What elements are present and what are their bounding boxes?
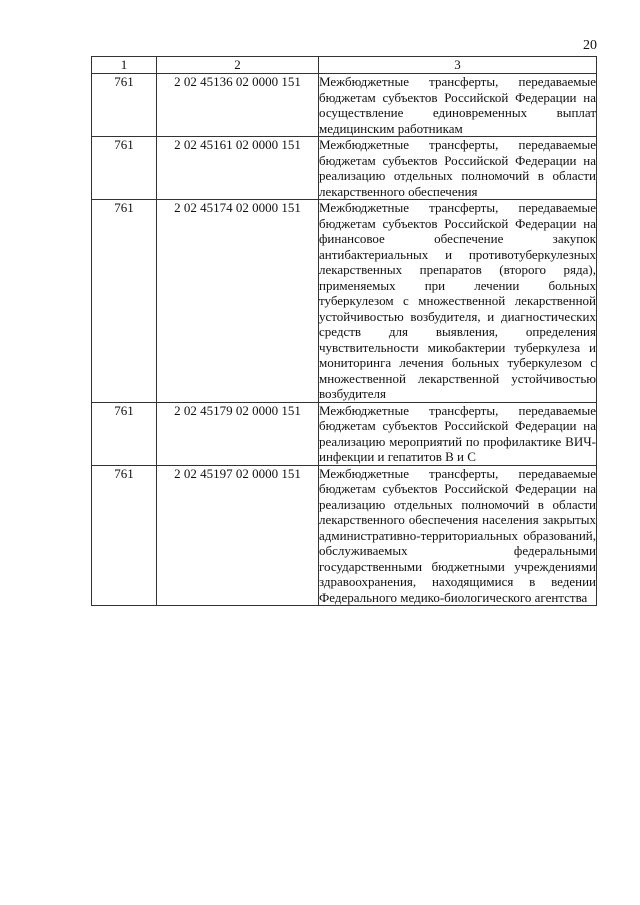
admin-code-cell: 761 [92, 137, 157, 200]
budget-code-cell: 2 02 45136 02 0000 151 [157, 74, 319, 137]
admin-code-cell: 761 [92, 74, 157, 137]
admin-code-cell: 761 [92, 402, 157, 465]
header-row [92, 57, 597, 74]
budget-code-cell: 2 02 45161 02 0000 151 [157, 137, 319, 200]
budget-code-cell: 2 02 45179 02 0000 151 [157, 402, 319, 465]
description-cell: Межбюджетные трансферты, передаваемые бюджетам субъектов Российской Федерации на реализацию мероприятий по профилактике ВИЧ-инфекции и гепатитов В и С [319, 402, 596, 464]
header-col-1: 1 [92, 57, 157, 74]
admin-code-cell: 761 [92, 465, 157, 606]
table-row [92, 402, 597, 465]
description-cell: Межбюджетные трансферты, передаваемые бюджетам субъектов Российской Федерации на осуществление единовременных выплат медицинским работникам [319, 74, 596, 136]
table-row [92, 200, 597, 403]
table-row [92, 74, 597, 137]
description-cell: Межбюджетные трансферты, передаваемые бюджетам субъектов Российской Федерации на финансовое обеспечение закупок антибактериальных и противотуберкулезных лекарственных препаратов (второго ряда), применяемых при лечении больных туберкулезом с множественной лекарственной устойчивостью возбудителя, и диагностических средств для выявления, определения чувствительности микобактерии туберкулеза и мониторинга лечения больных туберкулезом с множественной лекарственной устойчивостью возбудителя [319, 200, 596, 401]
header-col-3: 3 [319, 57, 597, 74]
description-cell: Межбюджетные трансферты, передаваемые бюджетам субъектов Российской Федерации на реализацию отдельных полномочий в области лекарственного обеспечения [319, 137, 596, 199]
page-number: 20 [583, 38, 597, 53]
admin-code-cell: 761 [92, 200, 157, 403]
table-row [92, 465, 597, 606]
budget-classification-table [91, 56, 597, 606]
table-row [92, 137, 597, 200]
budget-code-cell: 2 02 45174 02 0000 151 [157, 200, 319, 403]
header-col-2: 2 [157, 57, 319, 74]
description-cell: Межбюджетные трансферты, передаваемые бюджетам субъектов Российской Федерации на реализацию отдельных полномочий в области лекарственного обеспечения населения закрытых административно-территориальных образований, обслуживаемых федеральными государственными бюджетными учреждениями здравоохранения, находящимися в ведении Федерального медико-биологического агентства [319, 465, 596, 605]
budget-code-cell: 2 02 45197 02 0000 151 [157, 465, 319, 606]
